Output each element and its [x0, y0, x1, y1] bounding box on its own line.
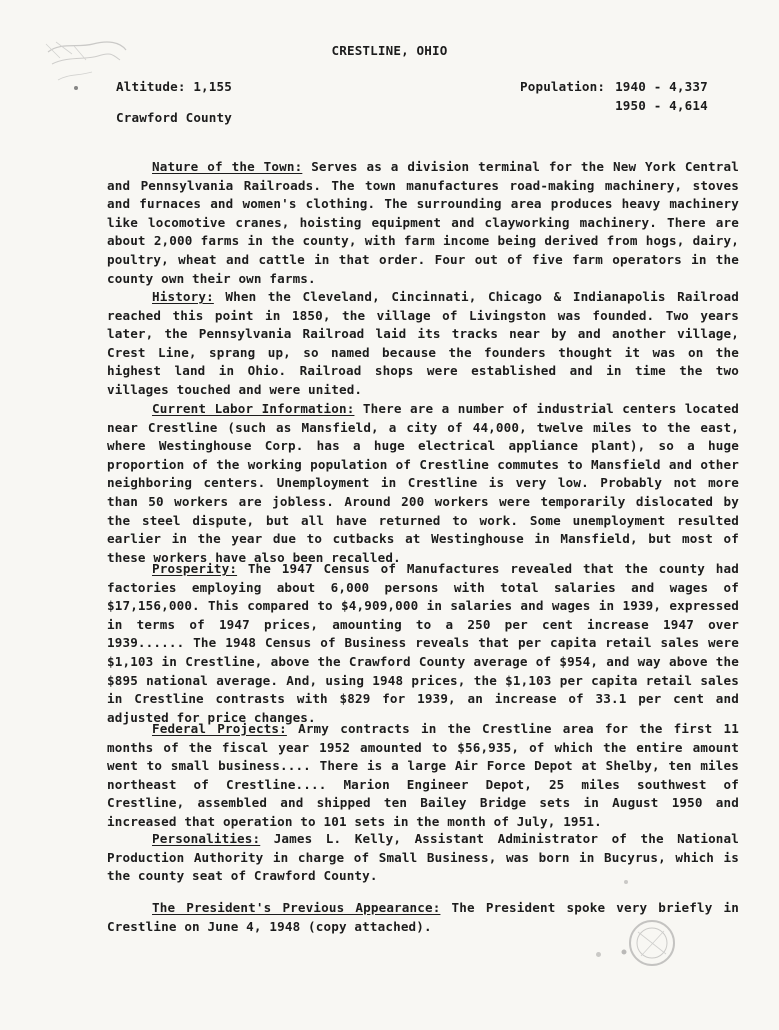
- section-heading: Prosperity:: [152, 561, 238, 576]
- altitude-line: Altitude: 1,155: [116, 79, 232, 94]
- section-heading: Current Labor Information:: [152, 401, 355, 416]
- section-prosperity: [107, 560, 739, 727]
- ink-speck: [596, 952, 601, 957]
- section-text: Serves as a division terminal for the New York Central and Pennsylvania Railroads. The town manufactures road-making machinery, stoves and furnaces and women's clothing. The surrounding area produces heavy machinery like locomotive cranes, hoisting equipment and clayworking machinery. There are about 2,000 farms in the county, with farm income being derived from hogs, dairy, poultry, wheat and cattle in that order. Four out of five farm operators in the county own their own farms.: [107, 159, 739, 286]
- section-heading: Nature of the Town:: [152, 159, 303, 174]
- section-text: The President spoke very briefly in Crestline on June 4, 1948 (copy attached).: [107, 900, 739, 934]
- section-heading: Personalities:: [152, 831, 261, 846]
- margin-dot-mark: [74, 86, 78, 90]
- document-title: CRESTLINE, OHIO: [331, 43, 448, 58]
- section-heading: History:: [152, 289, 214, 304]
- population-label: Population:: [520, 79, 606, 94]
- section-nature-of-the-town: [107, 158, 739, 288]
- section-heading: The President's Previous Appearance:: [152, 900, 441, 915]
- section-personalities: [107, 830, 739, 886]
- population-values: [615, 78, 708, 115]
- section-text: The 1947 Census of Manufactures revealed that the county had factories employing about 6,000 persons with total salaries and wages of $17,156,000. This compared to $4,909,000 in salaries and wages in 1939, expressed in terms of 1947 prices, amounting to a 250 per cent increase 1947 over 1939...... The 1948 Census of Business reveals that per capita retail sales were $1,103 in Crestline, above the Crawford County average of $954, and way above the $895 national average. And, using 1948 prices, the $1,103 per capita retail sales in Crestline contrasts with $829 for 1939, an increase of 33.1 per cent and adjusted for price changes.: [107, 561, 739, 725]
- section-current-labor-information: [107, 400, 739, 567]
- section-heading: Federal Projects:: [152, 721, 287, 736]
- section-text: Army contracts in the Crestline area for the first 11 months of the fiscal year 1952 amounted to $56,935, of which the entire amount went to small business.... There is a large Air Force Depot at Shelby, ten miles northeast of Crestline.... Marion Engineer Depot, 25 miles southwest of Crestline, assembled and shipped ten Bailey Bridge sets in August 1950 and increased that operation to 101 sets in the month of July, 1951.: [107, 721, 739, 829]
- section-text: There are a number of industrial centers located near Crestline (such as Mansfield, a city of 44,000, twelve miles to the east, where Westinghouse Corp. has a huge electrical appliance plant), so a huge proportion of the working population of Crestline commutes to Mansfield and other neighboring centers. Unemployment in Crestline is very low. Probably not more than 50 workers are jobless. Around 200 workers were temporarily dislocated by the steel dispute, but all have returned to work. Some unemployment resulted earlier in the year due to cutbacks at Westinghouse in Mansfield, but most of these workers have also been recalled.: [107, 401, 739, 565]
- population-1950: 1950 - 4,614: [615, 97, 708, 113]
- population-block: [520, 78, 708, 115]
- section-history: [107, 288, 739, 400]
- population-1940: 1940 - 4,337: [615, 79, 708, 94]
- section-text: James L. Kelly, Assistant Administrator of the National Production Authority in charge of Small Business, was born in Bucyrus, which is the county seat of Crawford County.: [107, 831, 739, 884]
- ink-speck: [624, 880, 628, 884]
- section-federal-projects: [107, 720, 739, 832]
- section-text: When the Cleveland, Cincinnati, Chicago & Indianapolis Railroad reached this point in 1850, the village of Livingston was founded. Two years later, the Pennsylvania Railroad laid its tracks near by and another village, Crest Line, sprang up, so named because the founders thought it was on the highest land in Ohio. Railroad shops were established and in time the two villages touched and were united.: [107, 289, 739, 397]
- section-presidents-previous-appearance: [107, 899, 739, 936]
- county-line: Crawford County: [116, 110, 232, 125]
